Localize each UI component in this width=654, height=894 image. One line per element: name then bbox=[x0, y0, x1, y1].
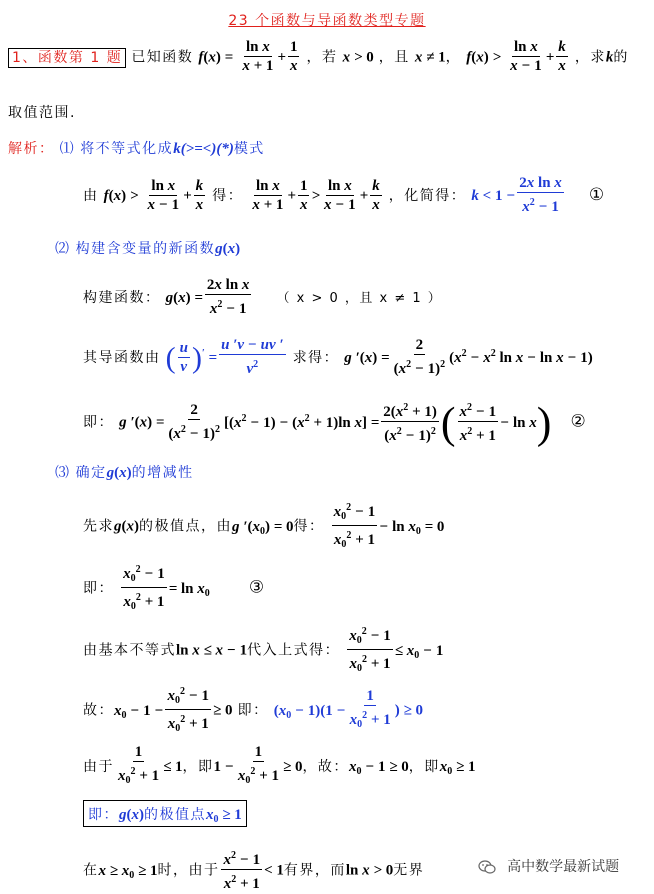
wechat-icon bbox=[478, 860, 496, 874]
problem-label: 1、函数第 1 题 bbox=[8, 48, 126, 68]
line-2: 构建函数： g(x) = $\frac{\text{2x ln x}}{x^2 - 1}$ （ x > 0 ，且 x ≠ 1 ） bbox=[83, 277, 443, 317]
line-10-boxed: 即：g(x)的极值点$x_0 \ge 1$ bbox=[83, 804, 247, 825]
problem-statement: 1、函数第 1 题 已知函数 f(x) = $\frac{\text{ln x}}{x + 1}$ + $\frac{1}{x}$ ，若 x > 0 ，且 x ≠ 1， f(x) > $\frac{\text{ln x}}{x - 1}$ + $\frac{k}{x}$ ，求k的 bbox=[8, 40, 629, 74]
step1-heading: 解析： ⑴ 将不等式化成k(>=<)(*)模式 bbox=[8, 141, 265, 157]
page-title: 23 个函数与导函数类型专题 bbox=[228, 13, 426, 29]
line-1: 由 f(x) > $\frac{\text{ln x}}{x - 1}$ + $\frac{k}{x}$ 得： $\frac{\text{ln x}}{x + 1}$ + $\frac{1}{x}$ > $\frac{\text{ln x}}{x - 1}$ + $\frac{k}{x}$ ，化简得： k < 1 − $\frac{\text{2x ln x}}{x^2 - 1}$ ① bbox=[83, 175, 605, 215]
step2-heading: ⑵ 构建含变量的新函数g(x) bbox=[55, 241, 241, 257]
step3-heading: ⑶ 确定g(x)的增减性 bbox=[55, 465, 194, 481]
line-3: 其导函数由 ( $\frac{u}{v}$ )′ = $\frac{u 'v - uv '}{v^2}$ 求得： g ′(x) = $\frac{2}{(x^2 - 1)^2}$ ($x^2 - x^2$ ln x − ln x − 1) bbox=[83, 337, 593, 377]
problem-line2: 取值范围. bbox=[8, 105, 76, 121]
line-11: 在$x \ge x_0 \ge 1$时，由于 $\frac{x^2 - 1}{x^2 + 1}$ < 1有界，而ln x > 0无界 bbox=[83, 850, 425, 892]
line-7: 由基本不等式ln x ≤ x − 1代入上式得： $\frac{x_0^2 - 1}{x_0^2 + 1}$ ≤ $x_0 - 1$ bbox=[83, 626, 444, 674]
line-5: 先求g(x)的极值点，由g $'(x_0) = 0$得： $\frac{x_0^2 - 1}{x_0^2 + 1}$ − $\ln x_0 = 0$ bbox=[83, 502, 445, 550]
line-9: 由于 $\frac{1}{x_0^2 + 1}$ ≤ 1，即1 − $\frac{1}{x_0^2 + 1}$ ≥ 0，故：$x_0 - 1 \ge 0$，即$x_0 \ge 1$ bbox=[83, 744, 476, 786]
watermark: 高中数学最新试题 bbox=[478, 856, 619, 876]
line-8: 故：$x_0 - 1$ − $\frac{x_0^2 - 1}{x_0^2 + 1}$ ≥ 0 即： $(x_0 - 1)(1$ − $\frac{1}{x_0^2 + 1}$ ) ≥ 0 bbox=[83, 686, 423, 734]
line-6: 即： $\frac{x_0^2 - 1}{x_0^2 + 1}$ = $\ln x_0$ ③ bbox=[83, 564, 265, 612]
line-4: 即： g ′(x) = $\frac{2}{(x^2 - 1)^2}$ [$(x^2 - 1) - (x^2 + 1)\ln$ x] = $\frac{2(x^2 + 1)}{(x^2 - 1)^2}$ ( $\frac{x^2 - 1}{x^2 + 1}$ − ln x) ② bbox=[83, 398, 586, 448]
